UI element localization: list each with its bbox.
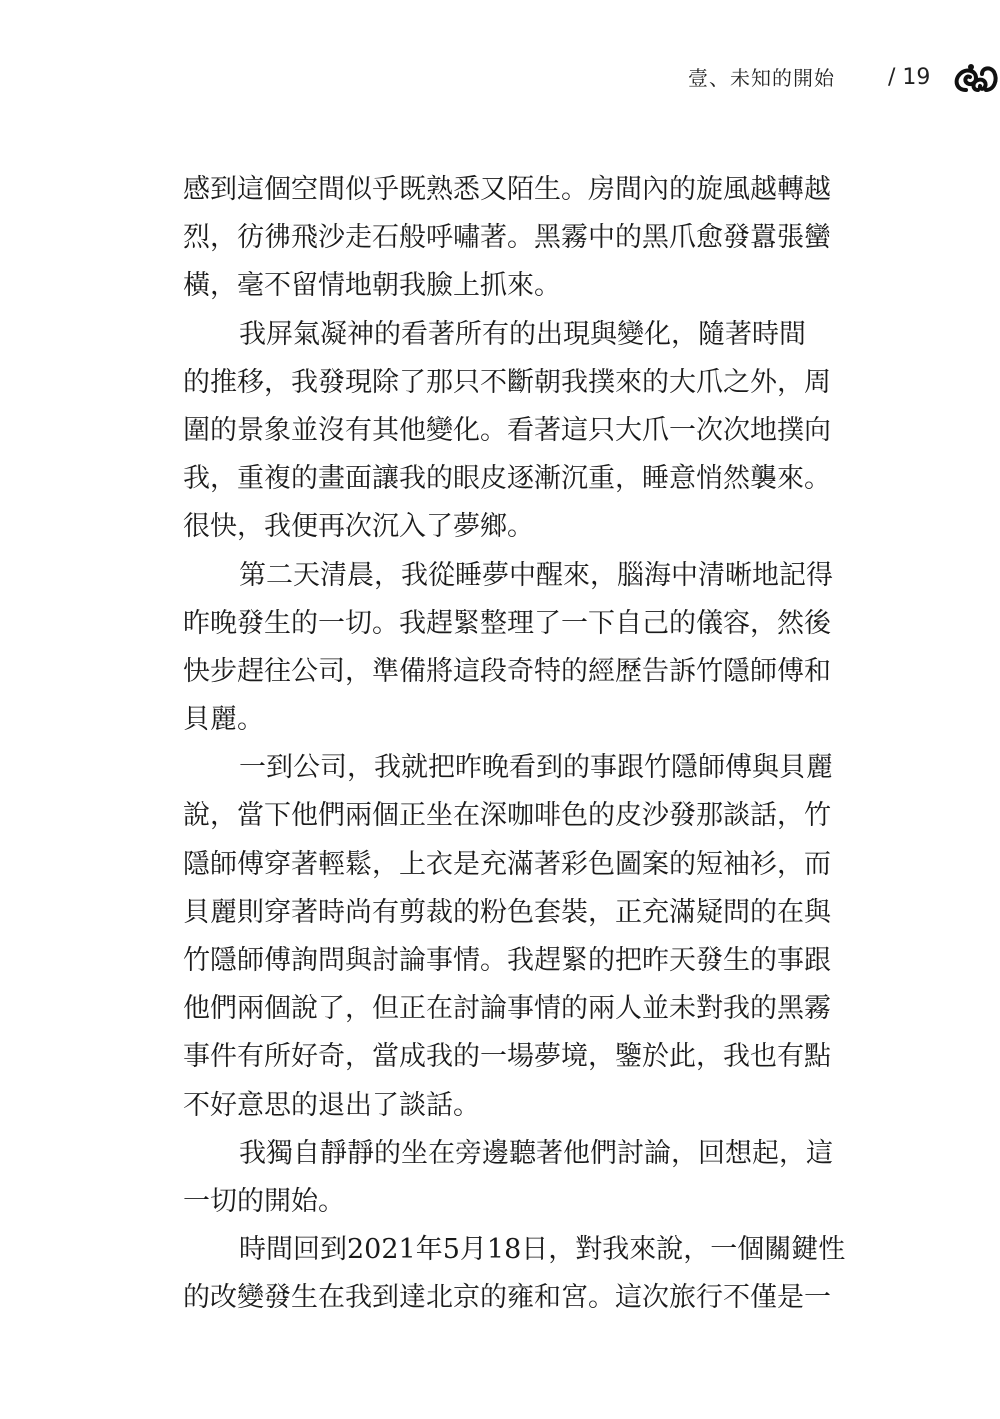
text-line: 一到公司，我就把昨晚看到的事跟竹隱師傅與貝麗 [239, 752, 833, 784]
paragraph-5 [183, 1130, 883, 1226]
body-text [183, 166, 883, 1323]
paragraph-1 [183, 166, 883, 311]
text-line: 的推移，我發現除了那只不斷朝我撲來的大爪之外，周 [183, 366, 831, 398]
text-line: 他們兩個說了，但正在討論事情的兩人並未對我的黑霧 [183, 993, 831, 1025]
text-line: 我屏氣凝神的看著所有的出現與變化，隨著時間 [239, 318, 806, 350]
text-line: 貝麗。 [183, 704, 264, 736]
text-line: 烈，彷彿飛沙走石般呼嘯著。黑霧中的黑爪愈發囂張蠻 [183, 222, 831, 254]
text-line: 不好意思的退出了談話。 [183, 1089, 480, 1121]
text-line: 的改變發生在我到達北京的雍和宮。這次旅行不僅是一 [183, 1282, 831, 1314]
swirl-ornament-icon [952, 60, 1000, 98]
text-line: 很快，我便再次沉入了夢鄉。 [183, 511, 534, 543]
running-header [0, 58, 1000, 98]
text-line: 一切的開始。 [183, 1185, 345, 1217]
text-line: 第二天清晨，我從睡夢中醒來，腦海中清晰地記得 [239, 559, 833, 591]
page-number: / 19 [888, 65, 931, 90]
text-line: 事件有所好奇，當成我的一場夢境，鑒於此，我也有點 [183, 1041, 831, 1073]
paragraph-2 [183, 311, 883, 552]
text-line: 我，重複的畫面讓我的眼皮逐漸沉重，睡意悄然襲來。 [183, 463, 831, 495]
text-line: 我獨自靜靜的坐在旁邊聽著他們討論，回想起，這 [239, 1137, 833, 1169]
text-line: 說，當下他們兩個正坐在深咖啡色的皮沙發那談話，竹 [183, 800, 831, 832]
text-line: 橫，毫不留情地朝我臉上抓來。 [183, 270, 561, 302]
text-line: 隱師傅穿著輕鬆，上衣是充滿著彩色圖案的短袖衫，而 [183, 848, 831, 880]
paragraph-4 [183, 744, 883, 1130]
paragraph-6 [183, 1226, 883, 1322]
text-line: 快步趕往公司，準備將這段奇特的經歷告訴竹隱師傅和 [183, 655, 831, 687]
text-line: 感到這個空間似乎既熟悉又陌生。房間內的旋風越轉越 [183, 174, 831, 205]
text-line: 圍的景象並沒有其他變化。看著這只大爪一次次地撲向 [183, 414, 831, 446]
text-line: 貝麗則穿著時尚有剪裁的粉色套裝，正充滿疑問的在與 [183, 896, 831, 928]
text-line: 昨晚發生的一切。我趕緊整理了一下自己的儀容，然後 [183, 607, 831, 639]
text-line: 竹隱師傅詢問與討論事情。我趕緊的把昨天發生的事跟 [183, 945, 831, 976]
paragraph-3 [183, 552, 883, 745]
text-line: 時間回到2021年5月18日，對我來說，一個關鍵性 [239, 1234, 846, 1266]
chapter-title: 壹、未知的開始 [688, 66, 835, 90]
